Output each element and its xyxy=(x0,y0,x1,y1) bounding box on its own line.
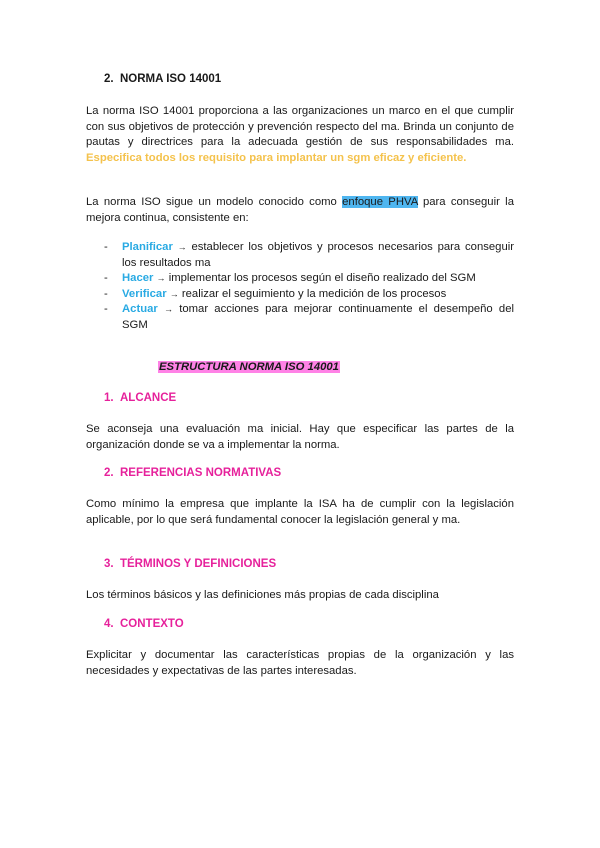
section-body-terminos: Los términos básicos y las definiciones más propias de cada disciplina xyxy=(86,589,439,601)
arrow-icon: → xyxy=(177,242,187,252)
intro-text: La norma ISO 14001 proporciona a las organizaciones un marco en el que cumplir con sus objetivos de protección y prevención respecto del ma. Brinda un conjunto de pautas y directrices para la adecuada gestión de sus responsabilidades ma. xyxy=(86,105,514,148)
list-item-actuar: - Actuar → tomar acciones para mejorar continuamente el desempeño del SGM xyxy=(104,303,514,331)
phva-highlight: enfoque PHVA xyxy=(342,196,418,208)
section-heading-referencias: 2. REFERENCIAS NORMATIVAS xyxy=(104,467,282,479)
list-item-hacer: - Hacer → implementar los procesos según el diseño realizado del SGM xyxy=(104,272,476,284)
paragraph-phva xyxy=(86,195,514,226)
section-heading-alcance: 1. ALCANCE xyxy=(104,392,177,404)
list-item-verificar: - Verificar → realizar el seguimiento y la medición de los procesos xyxy=(104,287,447,300)
phva-list xyxy=(86,240,514,333)
arrow-icon: → xyxy=(164,304,173,314)
phva-text-after: para conseguir la mejora continua, consistente en: xyxy=(86,196,514,224)
list-item-planificar: - Planificar → establecer los objetivos y procesos necesarios para conseguir los resultados ma xyxy=(104,241,514,269)
heading-norma-iso: 2. NORMA ISO 14001 xyxy=(104,73,222,85)
paragraph-intro xyxy=(86,104,514,166)
intro-highlight: Especifica todos los requisito para implantar un sgm eficaz y eficiente. xyxy=(86,151,467,164)
arrow-icon: → xyxy=(169,288,179,299)
section-body-contexto: Explicitar y documentar las características propias de la organización y las necesidades y expectativas de las partes interesadas. xyxy=(86,649,514,677)
section-heading-terminos: 3. TÉRMINOS Y DEFINICIONES xyxy=(104,558,277,570)
section-heading-contexto: 4. CONTEXTO xyxy=(104,618,184,630)
phva-text-before: La norma ISO sigue un modelo conocido como xyxy=(86,196,337,208)
section-body-referencias: Como mínimo la empresa que implante la ISA ha de cumplir con la legislación aplicable, por lo que será fundamental conocer la legislación general y ma. xyxy=(86,498,514,526)
estructura-title: ESTRUCTURA NORMA ISO 14001 xyxy=(159,361,339,373)
arrow-icon: → xyxy=(156,273,166,283)
section-body-alcance: Se aconseja una evaluación ma inicial. Hay que especificar las partes de la organización donde se va a implementar la norma. xyxy=(86,423,514,451)
